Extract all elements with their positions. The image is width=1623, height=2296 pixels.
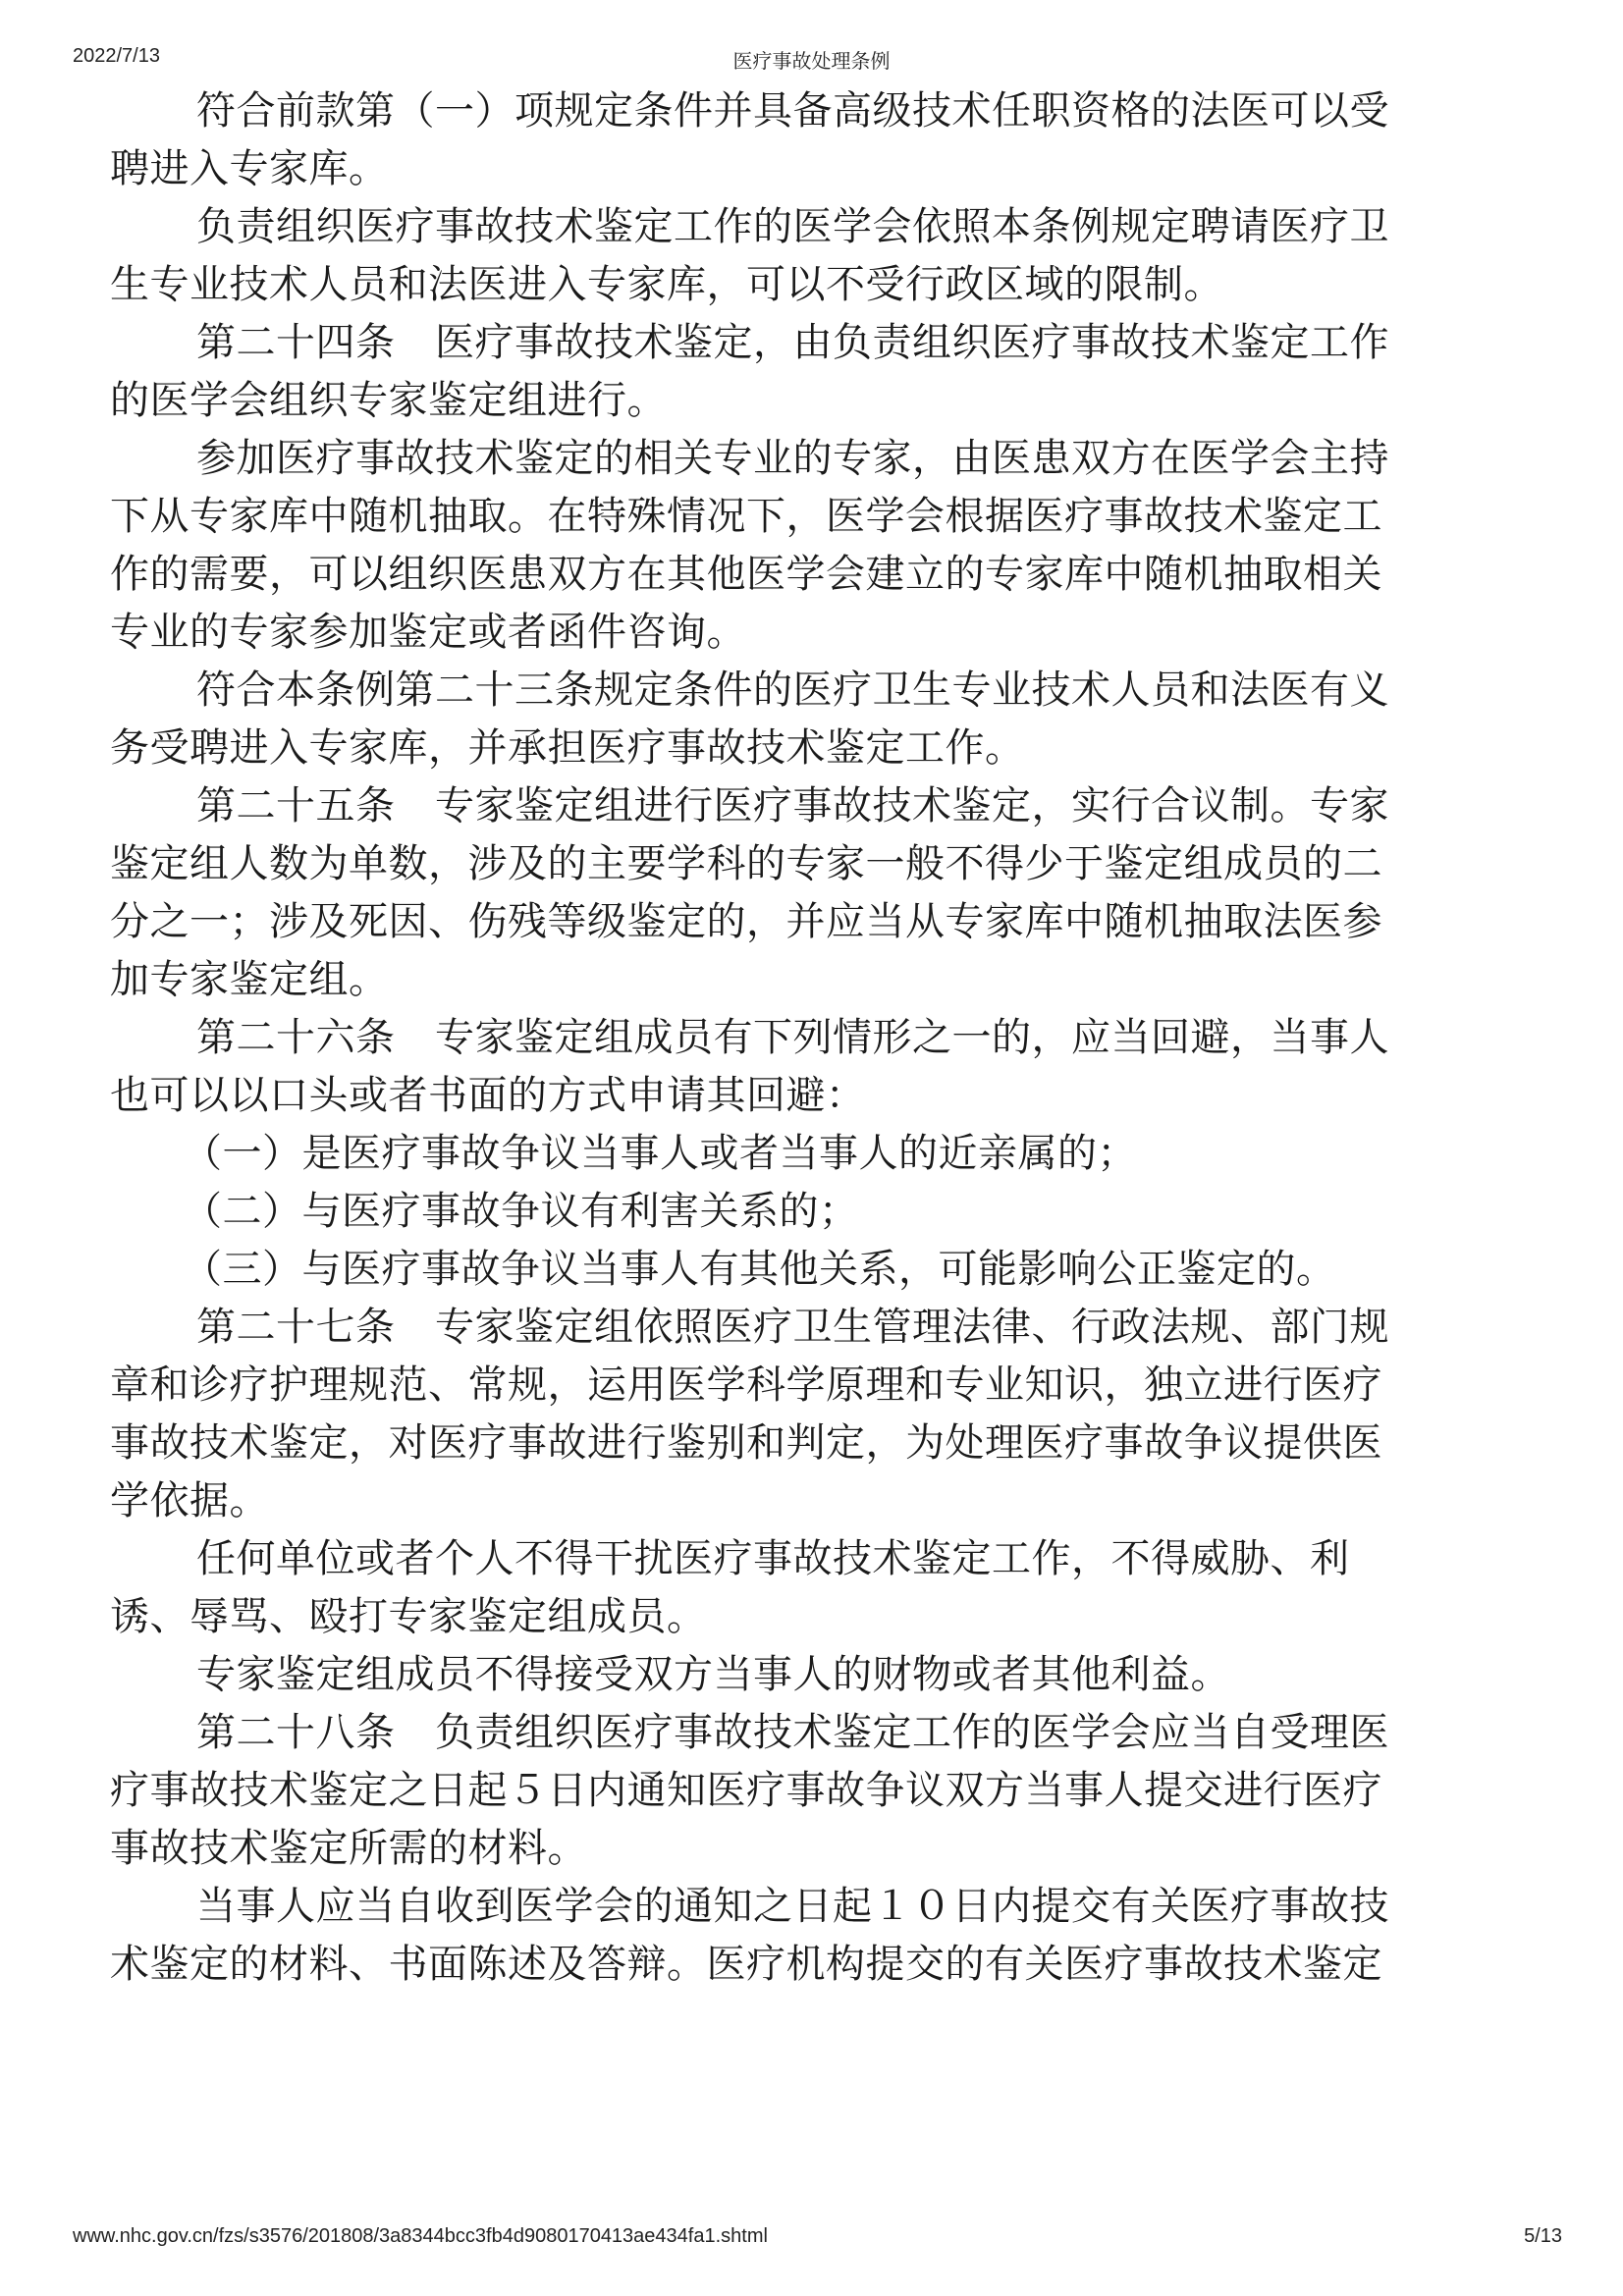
text-line: 务受聘进入专家库，并承担医疗事故技术鉴定工作。 — [110, 725, 1025, 771]
text-line: 的医学会组织专家鉴定组进行。 — [110, 378, 667, 423]
text-line: 负责组织医疗事故技术鉴定工作的医学会依照本条例规定聘请医疗卫 — [196, 204, 1389, 249]
text-line: 加专家鉴定组。 — [110, 957, 389, 1002]
text-line: 下从专家库中随机抽取。在特殊情况下，医学会根据医疗事故技术鉴定工 — [110, 494, 1382, 539]
text-line: （一）是医疗事故争议当事人或者当事人的近亲属的； — [183, 1131, 1137, 1176]
text-line: 鉴定组人数为单数，涉及的主要学科的专家一般不得少于鉴定组成员的二 — [110, 841, 1382, 886]
text-line: 章和诊疗护理规范、常规，运用医学科学原理和专业知识，独立进行医疗 — [110, 1362, 1382, 1408]
text-line: 聘进入专家库。 — [110, 146, 389, 191]
text-line: 事故技术鉴定所需的材料。 — [110, 1826, 587, 1871]
text-line: 第二十五条 专家鉴定组进行医疗事故技术鉴定，实行合议制。专家 — [196, 783, 1389, 828]
text-line: 作的需要，可以组织医患双方在其他医学会建立的专家库中随机抽取相关 — [110, 552, 1382, 597]
text-line: 疗事故技术鉴定之日起５日内通知医疗事故争议双方当事人提交进行医疗 — [110, 1768, 1382, 1813]
header-date: 2022/7/13 — [73, 45, 160, 67]
text-line: 当事人应当自收到医学会的通知之日起１０日内提交有关医疗事故技 — [196, 1884, 1389, 1929]
text-line: 术鉴定的材料、书面陈述及答辩。医疗机构提交的有关医疗事故技术鉴定 — [110, 1942, 1382, 1987]
text-line: （二）与医疗事故争议有利害关系的； — [183, 1189, 859, 1234]
text-line: 事故技术鉴定，对医疗事故进行鉴别和判定，为处理医疗事故争议提供医 — [110, 1420, 1382, 1466]
text-line: 第二十八条 负责组织医疗事故技术鉴定工作的医学会应当自受理医 — [196, 1710, 1389, 1755]
footer-url: www.nhc.gov.cn/fzs/s3576/201808/3a8344bcc3fb4d9080170413ae434fa1.shtml — [73, 2225, 768, 2247]
text-line: 也可以以口头或者书面的方式申请其回避： — [110, 1073, 866, 1118]
text-line: 分之一；涉及死因、伤残等级鉴定的，并应当从专家库中随机抽取法医参 — [110, 899, 1382, 944]
text-line: 学依据。 — [110, 1478, 269, 1523]
text-line: 第二十六条 专家鉴定组成员有下列情形之一的，应当回避，当事人 — [196, 1015, 1389, 1060]
document-body — [110, 82, 1524, 1994]
text-line: 生专业技术人员和法医进入专家库，可以不受行政区域的限制。 — [110, 262, 1223, 307]
text-line: 任何单位或者个人不得干扰医疗事故技术鉴定工作，不得威胁、利 — [196, 1536, 1350, 1581]
header-title: 医疗事故处理条例 — [732, 51, 891, 73]
text-line: 诱、辱骂、殴打专家鉴定组成员。 — [110, 1594, 707, 1639]
text-line: （三）与医疗事故争议当事人有其他关系，可能影响公正鉴定的。 — [183, 1247, 1336, 1292]
text-line: 专业的专家参加鉴定或者函件咨询。 — [110, 610, 746, 655]
text-line: 第二十七条 专家鉴定组依照医疗卫生管理法律、行政法规、部门规 — [196, 1305, 1389, 1350]
text-line: 专家鉴定组成员不得接受双方当事人的财物或者其他利益。 — [196, 1652, 1230, 1697]
text-line: 符合本条例第二十三条规定条件的医疗卫生专业技术人员和法医有义 — [196, 667, 1389, 713]
text-line: 参加医疗事故技术鉴定的相关专业的专家，由医患双方在医学会主持 — [196, 436, 1389, 481]
text-line: 符合前款第（一）项规定条件并具备高级技术任职资格的法医可以受 — [196, 88, 1389, 133]
text-line: 第二十四条 医疗事故技术鉴定，由负责组织医疗事故技术鉴定工作 — [196, 320, 1389, 365]
page-number: 5/13 — [1524, 2225, 1562, 2247]
